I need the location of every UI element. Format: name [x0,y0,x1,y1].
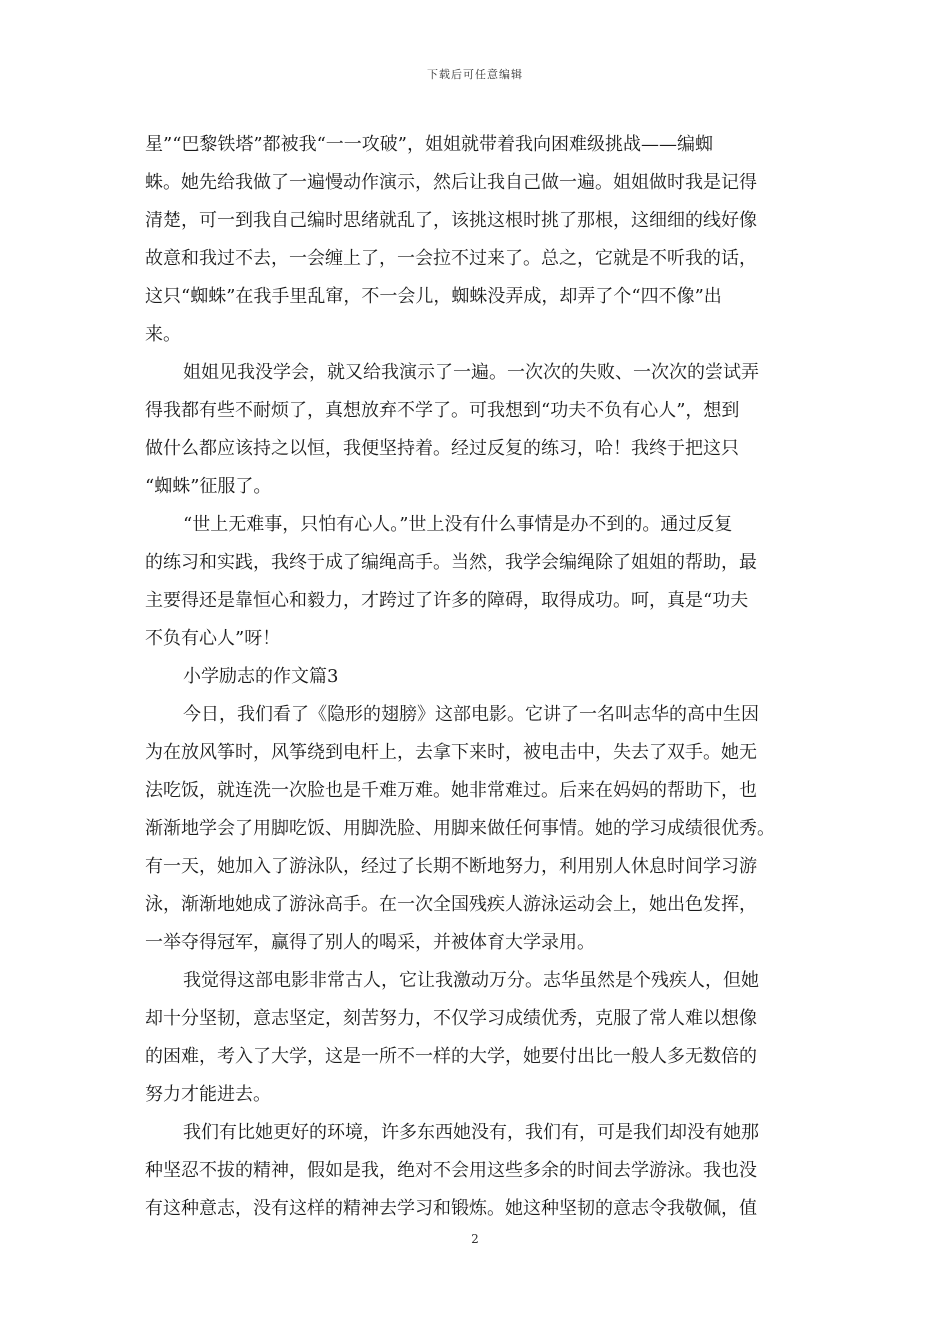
text-line: 星”“巴黎铁塔”都被我“一一攻破”，姐姐就带着我向困难级挑战——编蜘 [145,134,714,155]
text-line: 姐姐见我没学会，就又给我演示了一遍。一次次的失败、一次次的尝试弄 [183,362,759,383]
text-line: 一举夺得冠军，赢得了别人的喝采，并被体育大学录用。 [145,932,595,953]
text-line: 我觉得这部电影非常古人，它让我激动万分。志华虽然是个残疾人，但她 [183,970,759,991]
text-line: 为在放风筝时，风筝绕到电杆上，去拿下来时，被电击中，失去了双手。她无 [145,742,757,763]
document-body [145,126,809,1228]
text-line: 来。 [145,324,181,345]
text-line: 得我都有些不耐烦了，真想放弃不学了。可我想到“功夫不负有心人”，想到 [145,400,740,421]
text-line: 今日，我们看了《隐形的翅膀》这部电影。它讲了一名叫志华的高中生因 [183,704,759,725]
text-line: 有这种意志，没有这样的精神去学习和锻炼。她这种坚韧的意志令我敬佩，值 [145,1198,757,1219]
page-number: 2 [471,1232,479,1246]
text-line: 做什么都应该持之以恒，我便坚持着。经过反复的练习，哈！我终于把这只 [145,438,739,459]
text-line: 我们有比她更好的环境，许多东西她没有，我们有，可是我们却没有她那 [183,1122,759,1143]
text-line: 不负有心人”呀！ [145,628,281,649]
text-line: 主要得还是靠恒心和毅力，才跨过了许多的障碍，取得成功。呵，真是“功夫 [145,590,749,611]
text-line: 的困难，考入了大学，这是一所不一样的大学，她要付出比一般人多无数倍的 [145,1046,757,1067]
text-line: 却十分坚韧，意志坚定，刻苦努力，不仅学习成绩优秀，克服了常人难以想像 [145,1008,757,1029]
text-line: 种坚忍不拔的精神，假如是我，绝对不会用这些多余的时间去学游泳。我也没 [145,1160,757,1181]
text-line: 努力才能进去。 [145,1084,271,1105]
text-line: 泳，渐渐地她成了游泳高手。在一次全国残疾人游泳运动会上，她出色发挥， [145,894,757,915]
page-header: 下载后可任意编辑 [427,68,523,81]
text-line: “世上无难事，只怕有心人。”世上没有什么事情是办不到的。通过反复 [183,514,733,535]
text-line: 清楚，可一到我自己编时思绪就乱了，该挑这根时挑了那根，这细细的线好像 [145,210,757,231]
text-line: 的练习和实践，我终于成了编绳高手。当然，我学会编绳除了姐姐的帮助，最 [145,552,757,573]
text-line: 有一天，她加入了游泳队，经过了长期不断地努力，利用别人休息时间学习游 [145,856,757,877]
text-line: 法吃饭，就连洗一次脸也是千难万难。她非常难过。后来在妈妈的帮助下，也 [145,780,757,801]
text-line: 渐渐地学会了用脚吃饭、用脚洗脸、用脚来做任何事情。她的学习成绩很优秀。 [145,818,775,839]
text-line: 小学励志的作文篇3 [183,666,339,687]
text-line: 这只“蜘蛛”在我手里乱窜，不一会儿，蜘蛛没弄成，却弄了个“四不像”出 [145,286,722,307]
text-line: “蜘蛛”征服了。 [145,476,272,497]
text-line: 故意和我过不去，一会缠上了，一会拉不过来了。总之，它就是不听我的话， [145,248,757,269]
text-line: 蛛。她先给我做了一遍慢动作演示，然后让我自己做一遍。姐姐做时我是记得 [145,172,757,193]
